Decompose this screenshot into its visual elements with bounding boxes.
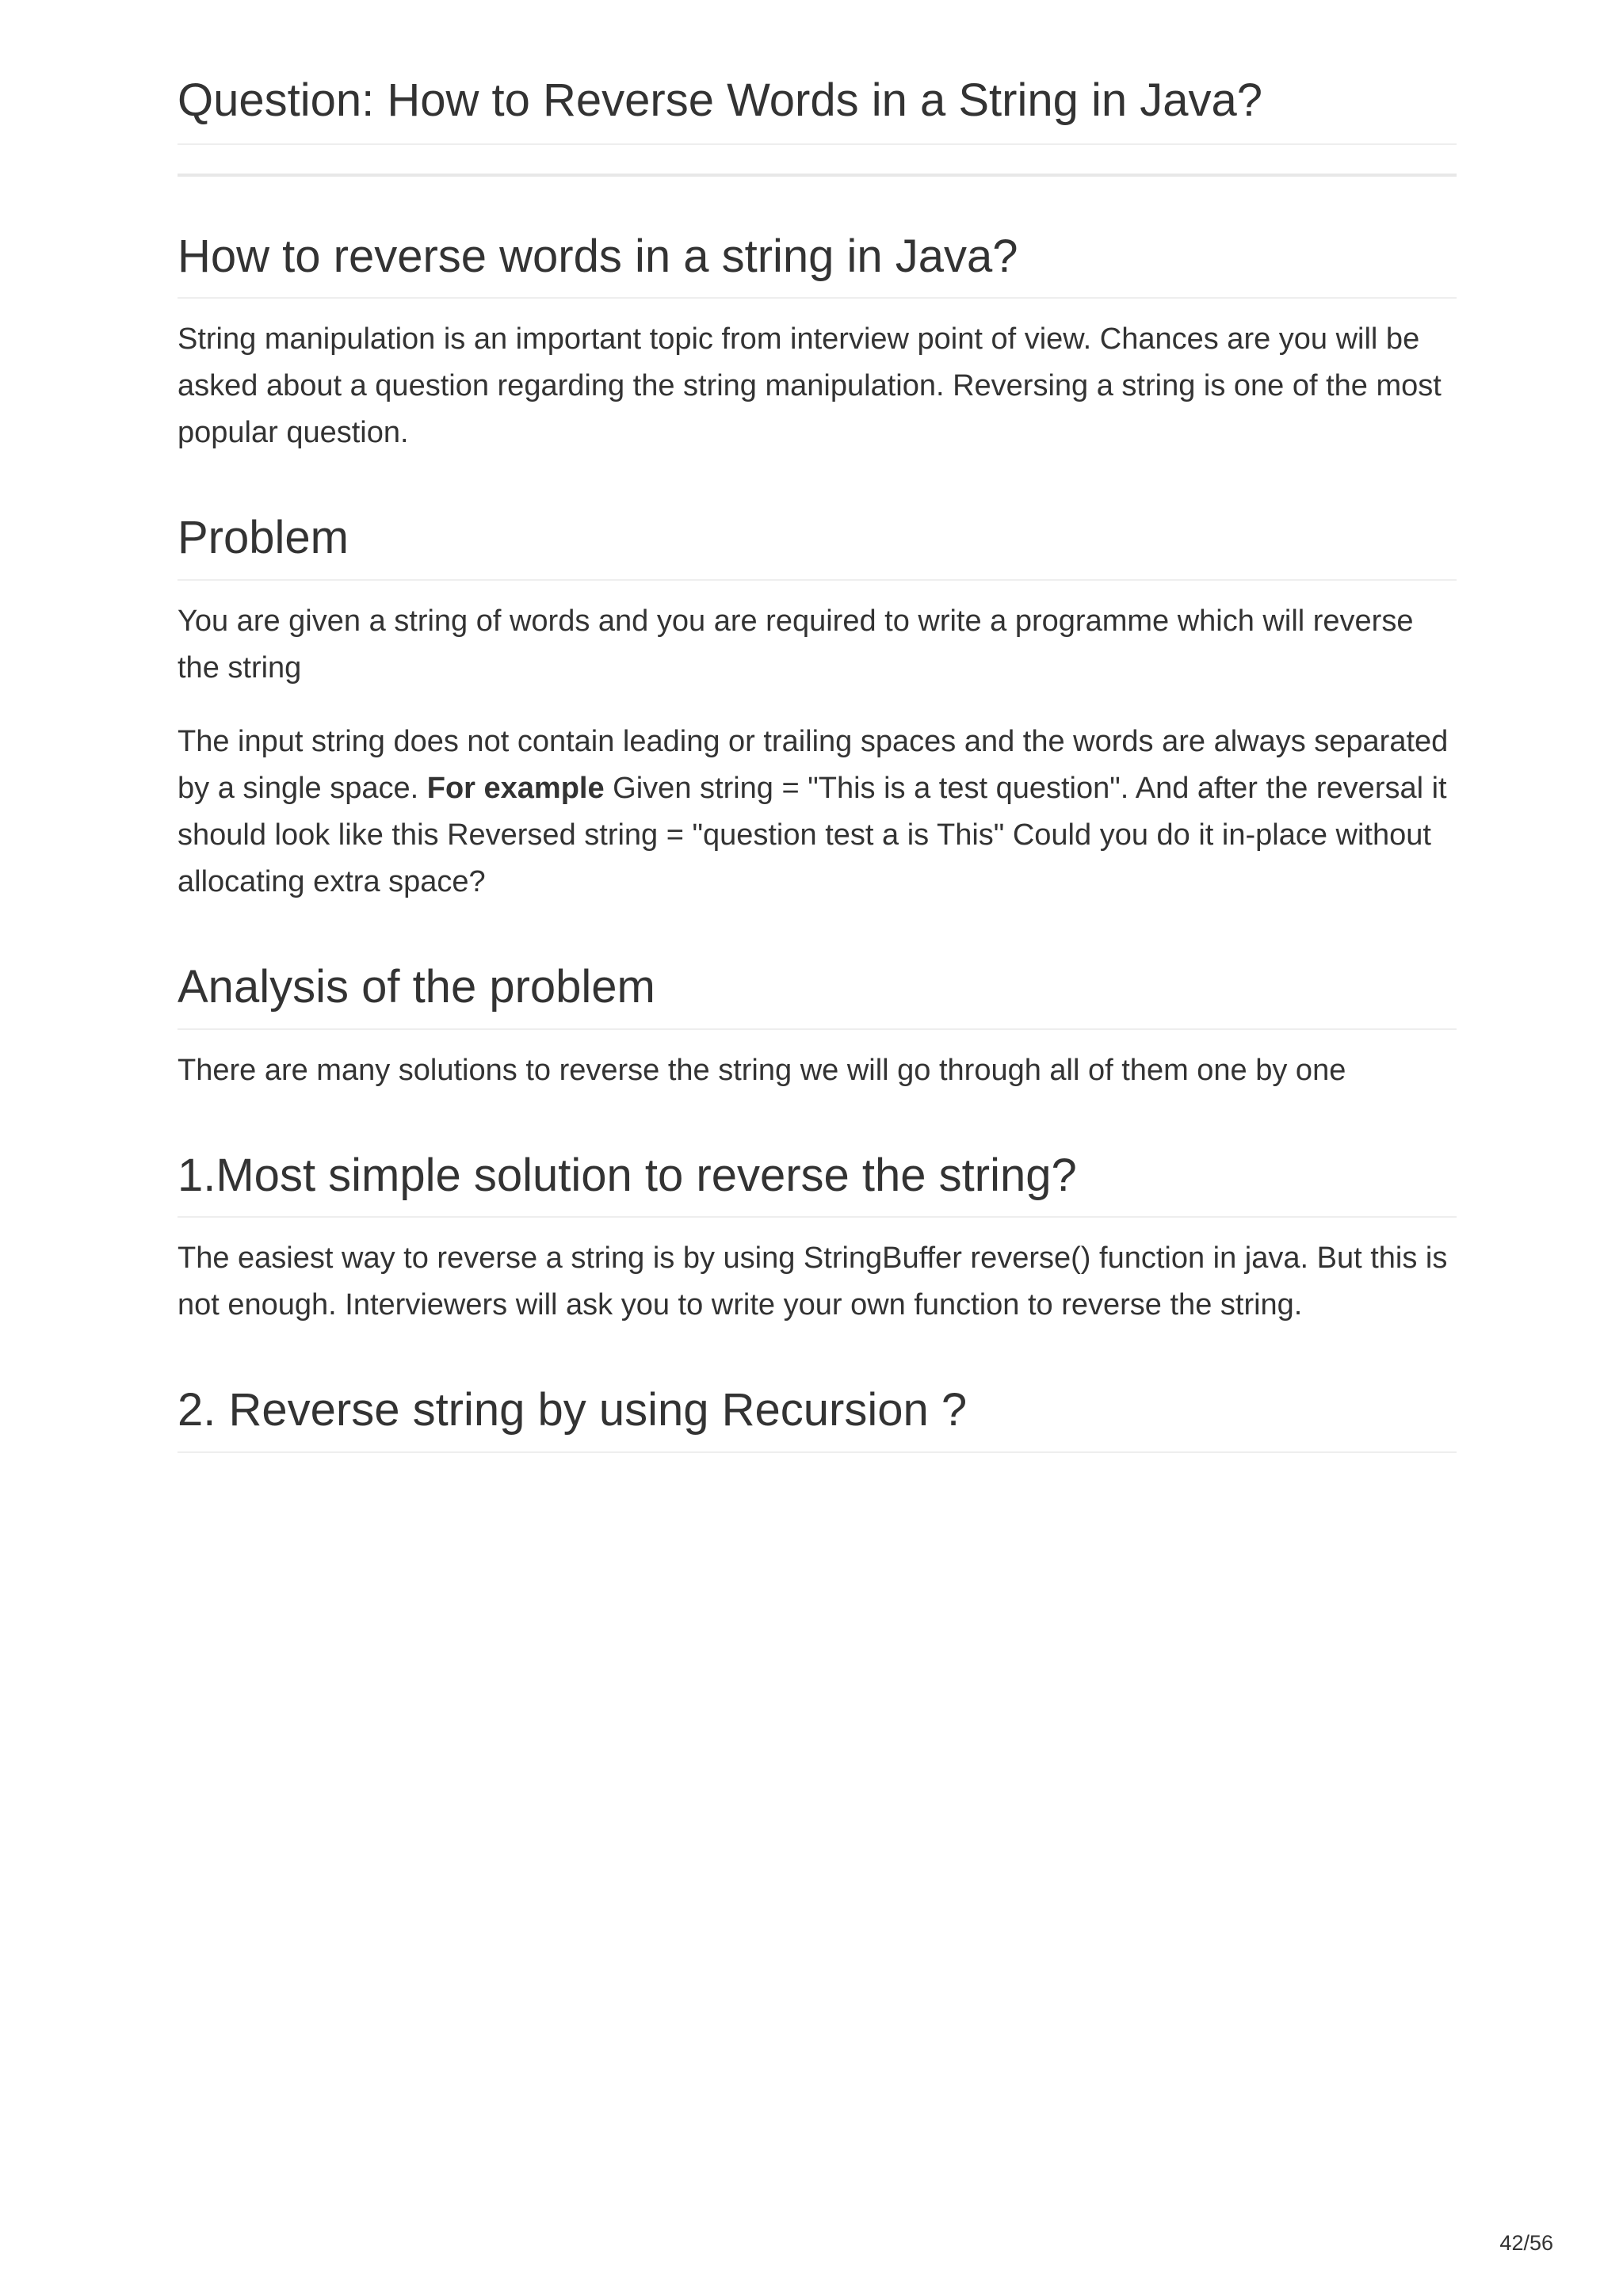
document-content <box>178 0 1457 1453</box>
simple-solution-paragraph: The easiest way to reverse a string is by using StringBuffer reverse() function in java. But this is not enough. Interviewers will ask you to write your own function to reverse the string. <box>178 1241 1448 1322</box>
title-divider <box>178 174 1457 177</box>
problem-text-before: The input string does not contain leading or trailing spaces and the words are always separated by a single space. <box>178 725 1449 806</box>
section-heading-simple-solution: 1.Most simple solution to reverse the string? <box>178 1150 1457 1219</box>
for-example-bold: For example <box>426 772 605 806</box>
section-intro <box>178 231 1457 457</box>
intro-paragraph: String manipulation is an important topic from interview point of view. Chances are you will be asked about a question regarding the string manipulation. Reversing a string is one of the most popular question. <box>178 322 1442 450</box>
problem-paragraph-2 <box>178 719 1457 906</box>
document-title: Question: How to Reverse Words in a String in Java? <box>178 0 1457 145</box>
page-number: 42/56 <box>1499 2231 1553 2255</box>
section-heading-problem: Problem <box>178 512 1457 581</box>
section-analysis <box>178 961 1457 1094</box>
analysis-paragraph: There are many solutions to reverse the string we will go through all of them one by one <box>178 1053 1346 1087</box>
section-recursion <box>178 1384 1457 1453</box>
section-heading-recursion: 2. Reverse string by using Recursion ? <box>178 1384 1457 1453</box>
problem-text-after: Given string = "This is a test question". And after the reversal it should look like this Reversed string = "question test a is This" Could you do it in-place without allocating extra space? <box>178 772 1447 899</box>
section-simple-solution <box>178 1150 1457 1329</box>
section-heading-analysis: Analysis of the problem <box>178 961 1457 1030</box>
section-heading-intro: How to reverse words in a string in Java? <box>178 231 1457 299</box>
problem-paragraph-1: You are given a string of words and you are required to write a programme which will reverse the string <box>178 605 1414 685</box>
section-problem <box>178 512 1457 906</box>
